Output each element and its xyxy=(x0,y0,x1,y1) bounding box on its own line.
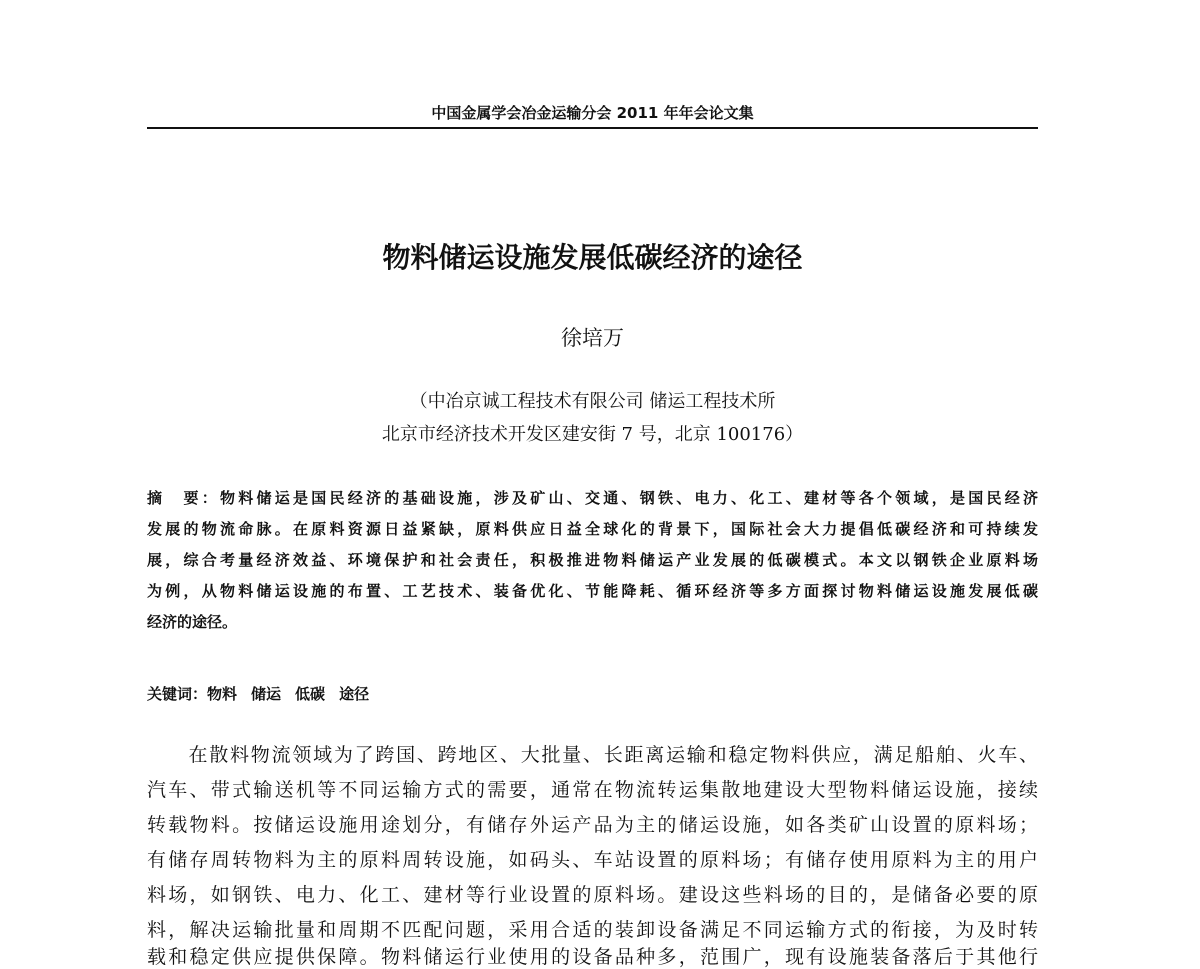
body-line: 载和稳定供应提供保障。物料储运行业使用的设备品种多，范围广，现有设施装备落后于其他行 xyxy=(147,946,1038,968)
body-line: 料，解决运输批量和周期不匹配问题，采用合适的装卸设备满足不同运输方式的衔接，为及时转 xyxy=(147,919,1038,941)
abstract-line: 展，综合考量经济效益、环境保护和社会责任，积极推进物料储运产业发展的低碳模式。本文以钢铁企业原料场 xyxy=(147,551,1038,569)
abstract-line: 经济的途径。 xyxy=(147,613,238,631)
body-line: 转载物料。按储运设施用途划分，有储存外运产品为主的储运设施，如各类矿山设置的原料场； xyxy=(147,814,1038,836)
body-line: 在散料物流领域为了跨国、跨地区、大批量、长距离运输和稳定物料供应，满足船舶、火车、 xyxy=(147,744,1038,766)
keywords-label: 关键词： xyxy=(147,685,208,703)
body-line: 料场，如钢铁、电力、化工、建材等行业设置的原料场。建设这些料场的目的，是储备必要的原 xyxy=(147,884,1038,906)
body-line: 汽车、带式输送机等不同运输方式的需要，通常在物流转运集散地建设大型物料储运设施，接续 xyxy=(147,779,1038,801)
body-line: 有储存周转物料为主的原料周转设施，如码头、车站设置的原料场；有储存使用原料为主的用户 xyxy=(147,849,1038,871)
running-header: 中国金属学会冶金运输分会 2011 年年会论文集 xyxy=(431,104,754,122)
author: 徐培万 xyxy=(561,326,624,350)
abstract-line: 为例，从物料储运设施的布置、工艺技术、装备优化、节能降耗、循环经济等多方面探讨物料储运设施发展低碳 xyxy=(147,582,1038,600)
affiliation-line-1: （中冶京诚工程技术有限公司 储运工程技术所 xyxy=(409,391,776,412)
abstract-line: 摘 要：物料储运是国民经济的基础设施，涉及矿山、交通、钢铁、电力、化工、建材等各个领域，是国民经济 xyxy=(147,489,1038,507)
abstract-line: 发展的物流命脉。在原料资源日益紧缺，原料供应日益全球化的背景下，国际社会大力提倡低碳经济和可持续发 xyxy=(147,520,1038,538)
header-rule xyxy=(147,127,1038,129)
keyword: 低碳 xyxy=(295,685,326,703)
keyword: 储运 xyxy=(251,685,282,703)
keywords xyxy=(147,683,383,704)
keyword: 物料 xyxy=(207,685,238,703)
keyword: 途径 xyxy=(339,685,370,703)
paper-title: 物料储运设施发展低碳经济的途径 xyxy=(382,241,803,274)
affiliation-line-2: 北京市经济技术开发区建安街 7 号，北京 100176） xyxy=(381,424,804,445)
